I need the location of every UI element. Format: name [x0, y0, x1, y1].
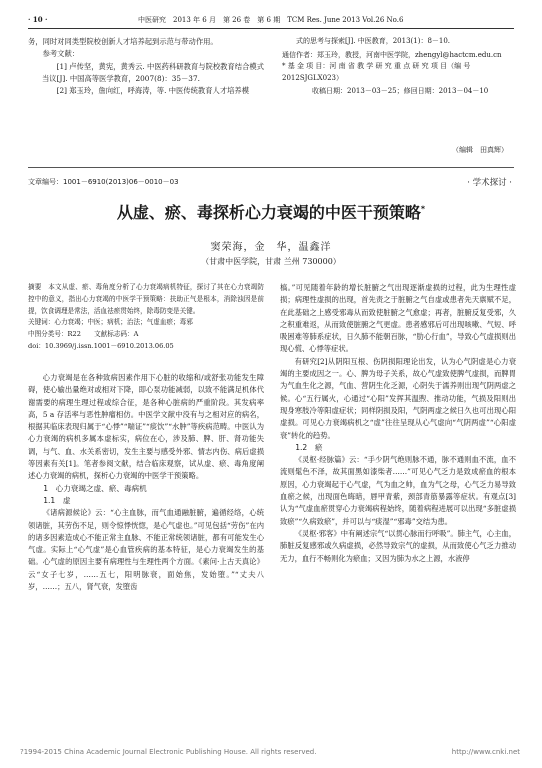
left-body-column: [28, 372, 264, 734]
classification: 中图分类号：R22 文献标志码：A: [28, 330, 139, 339]
title-text: 从虚、瘀、毒探析心力衰竭的中医干预策略: [116, 203, 421, 222]
subsection-heading: 1.1 虚: [43, 495, 71, 505]
abstract-text: 摘要 本文从虚、瘀、毒角度分析了心力衰竭病机特征，探讨了其在心力衰竭防控中的意义，指出心力衰竭的中医学干预策略：扶助正气是根本，消除浊因是前提，饮食调理是常法，活血祛瘀贯始终，除毒防变是关键。: [28, 283, 264, 315]
contact-author: 通信作者：郑玉玲，教授，河南中医学院，zhengyl@hactcm.edu.cn: [282, 50, 502, 59]
page-number: · 10 ·: [28, 15, 48, 24]
title-footnote-mark: *: [420, 204, 426, 214]
affiliation: （甘肃中医学院，甘肃 兰州 730000）: [201, 257, 341, 266]
running-header: [28, 14, 514, 29]
article-number: 文章编号：1001－6910(2013)06－0010－03: [28, 178, 179, 186]
editor-note: （编辑 田真辉）: [452, 146, 508, 154]
article-category: · 学术探讨 ·: [467, 178, 512, 188]
reference-continuation: 式的思考与探索[J]. 中医教育，2013(1)：8－10.: [296, 37, 451, 45]
previous-article-notes: [282, 36, 514, 98]
abstract-block: [28, 282, 264, 368]
body-paragraph: 《灵枢·经脉篇》云：“手少阴气绝则脉不通，脉不通则血不流，血不流则髦色不泽，故其面黑如漆柴者……”可见心气乏力是致成瘀血的根本原因，心力衰竭起于心气虚，气为血之帅，血为气之母，心气乏力易导致血瘀之候，出现面色晦暗，唇甲青紫，颈部青筋暴露等症状。有观点[3]认为“气虚血瘀贯穿心力衰竭病程始终，随着病程进展可以出现“多脏虚损致瘀”“久病致瘀”，并可以与“痰湿”“邪毒”交结为患。: [280, 455, 516, 526]
reference-item: [2] 郑玉玲，詹向红，呼海涛，等. 中医传统教育人才培养模: [56, 86, 250, 96]
body-paragraph: 有研究[2]从阴阳互根、伤阴损阳理论出发，认为心气阴虚是心力衰竭的主要成因之一。心、脾为母子关系，故心气虚致使脾气虚损，而脾胃为气血生化之源，气血、营阴生化乏源，心阴失于濡养则出现气阴两虚之候。心“五行属火，心通过“心阳”发挥其温煦、推动功能，气损及阳则出现身寒肢冷等阳虚症状；同样阴损及阳，气阴两虚之候日久也可出现心阳虚损。可见心力衰竭病机之“虚”往往呈现从心气虚向“气阴两虚”“心阳虚衰”转化的趋势。: [280, 356, 516, 440]
authors: 窦荣海，金 华，温鑫洋: [210, 242, 332, 253]
body-paragraph: 槁。”可见随着年龄的增长脏腑之气出现逐渐虚损的过程，此为生理性虚损；病理性虚损的出现，首先责之于脏腑之气自虚或患者先天禀赋不足，在此基础之上感受邪毒从而致使脏腑之气愈虚；再者，脏腑反复受邪，久之积重难返，从而致使脏腑之气更虚。患者感邪后可出现咳嗽、气短、呼吸困难等肺系症状，日久肺不能朝百脉，“肋心行血”，导致心气虚损则出现心慌、心悸等症状。: [280, 283, 516, 354]
footer-url: http://www.cnki.net: [451, 748, 520, 756]
reference-item: [1] 卢传坚，黄宪，黄秀云. 中医药科研教育与院校教育结合模式当议[J]. 中国高等医学教育，2007(8)：35－37.: [42, 61, 264, 83]
references-heading: 参考文献：: [42, 49, 80, 59]
continuation-text: 务，同时对同类型院校创新人才培养起到示范与带动作用。: [28, 37, 218, 46]
doi: doi：10.3969/j.issn.1001－6910.2013.06.05: [28, 341, 174, 350]
body-paragraph: 《诸病源候论》云：“心主血脉，而气血通融脏腑，遍循经络，心统领诸脏，其劳伤不足，则令惊悸恍惚，是心气虚也。”可见包括“劳伤”在内的诸多因素造成心不能正常主血脉、不能正常统领诸脏，都有可能发生心气虚。实际上“心气虚”是心血管疾病的基本特征，是心力衰竭发生的基础。心气虚的原因主要有病理性与生理性两个方面。《素问·上古天真论》云“女子七岁，……五七，阳明脉衰，面始焦，发始堕。”“丈夫八岁，……；五八，肾气衰，发堕齿: [28, 508, 264, 592]
body-paragraph: 心力衰竭是在各种致病因素作用下心脏的收缩和/或舒张功能发生障碍，使心输出量绝对或相对下降，即心泵功能减弱，以致不能满足机体代谢需要的病理生理过程或综合征，是各种心脏病的严重阶段。其发病率高，5 a 存活率与恶性肿瘤相仿。中医学文献中没有与之相对应的病名，根据其临床表现归属于“心悸”“喘证”“痰饮”“水肿”等疾病范畴。中医认为心力衰竭的病机多属本虚标实，病位在心，涉及肺、脾、肝、肾功能失调，与气、血、水关系密切，发生主要与感受外邪、情志内伤、病后虚损等因素有关[1]。笔者参阅文献，结合临床观察，试从虚、瘀、毒角度阐述心力衰竭的病机，探析心力衰竭的中医学干预策略。: [28, 373, 264, 481]
fund-note: * 基 金 项 目：河 南 省 教 学 研 究 重 点 研 究 项 目（编 号 2012SJGLX023）: [282, 62, 471, 82]
received-dates: 收稿日期：2013－03－25；修回日期：2013－04－10: [312, 87, 489, 95]
copyright-footer: ?1994-2015 China Academic Journal Electronic Publishing House. All rights reserved.: [20, 748, 317, 756]
previous-article-tail: [28, 36, 264, 164]
article-title: [0, 200, 542, 223]
section-heading: 1 心力衰竭之虚、瘀、毒病机: [43, 483, 147, 493]
keywords: 关键词：心力衰竭；中医；病机；治法；气虚血瘀；毒邪: [28, 318, 193, 327]
body-paragraph: 《灵枢·邪客》中有阐述宗气“以贯心脉而行呼吸”。肺主气，心主血，肺脏反复感邪或久病虚损，必然导致宗气的虚损，从而致使心气乏力推动无力，血行不畅则化为瘀血；又因为肺为水之上源，水液停: [280, 528, 516, 563]
journal-line: 中医研究 2013 年 6 月 第 26 卷 第 6 期 TCM Res. June 2013 Vol.26 No.6: [138, 16, 404, 24]
subsection-heading: 1.2 瘀: [295, 442, 323, 452]
divider: [28, 167, 514, 168]
right-body-column: [280, 282, 516, 734]
